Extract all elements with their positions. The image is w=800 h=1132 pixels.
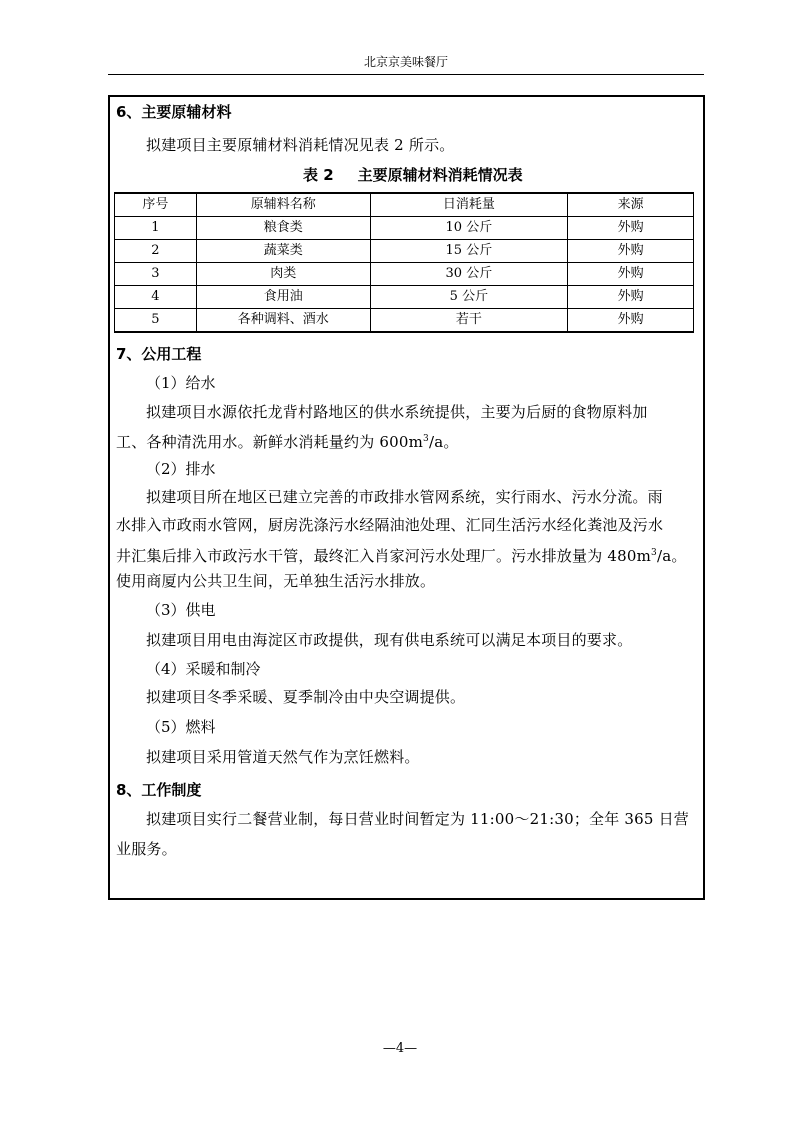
cell-consumption: 10 公斤 [370,217,568,240]
cell-consumption: 若干 [370,309,568,333]
section8-line2: 业服务。 [116,840,177,858]
drainage-line4: 使用商厦内公共卫生间，无单独生活污水排放。 [116,572,436,590]
cell-name: 食用油 [196,286,370,309]
drainage-line3 [116,543,687,566]
cell-name: 肉类 [196,263,370,286]
cell-name: 粮食类 [196,217,370,240]
drainage-line1: 拟建项目所在地区已建立完善的市政排水管网系统，实行雨水、污水分流。雨 [146,488,663,506]
col-header-name: 原辅料名称 [196,193,370,217]
header-rule [108,74,704,75]
section8-line1: 拟建项目实行二餐营业制，每日营业时间暂定为 11:00～21:30；全年 365 日营 [146,810,689,828]
table-row [115,286,694,309]
drainage-line2: 水排入市政雨水管网，厨房洗涤污水经隔油池处理、汇同生活污水经化粪池及污水 [116,516,664,534]
table-header-row [115,193,694,217]
section6-heading: 6、主要原辅材料 [116,103,232,121]
cell-consumption: 5 公斤 [370,286,568,309]
cell-source: 外购 [568,217,694,240]
water-supply-unit-superscript: 3 [423,434,429,444]
fuel-line1: 拟建项目采用管道天然气作为烹饪燃料。 [146,748,420,766]
water-supply-line2-text: 工、各种清洗用水。新鲜水消耗量约为 600m [116,433,424,451]
cell-source: 外购 [568,286,694,309]
cell-source: 外购 [568,309,694,333]
cell-source: 外购 [568,240,694,263]
water-supply-line2 [116,429,459,452]
table-row [115,309,694,333]
table-row [115,263,694,286]
page-number: —4— [382,1041,418,1056]
table-row [115,240,694,263]
hvac-title: （4）采暖和制冷 [146,660,261,678]
hvac-line1: 拟建项目冬季采暖、夏季制冷由中央空调提供。 [146,688,466,706]
water-supply-title: （1）给水 [146,374,216,392]
water-supply-line1: 拟建项目水源依托龙背村路地区的供水系统提供，主要为后厨的食物原料加 [146,403,648,421]
power-line1: 拟建项目用电由海淀区市政提供，现有供电系统可以满足本项目的要求。 [146,631,633,649]
cell-name: 蔬菜类 [196,240,370,263]
power-title: （3）供电 [146,601,216,619]
section6-intro: 拟建项目主要原辅材料消耗情况见表 2 所示。 [146,136,455,154]
cell-index: 1 [115,217,197,240]
cell-name: 各种调料、酒水 [196,309,370,333]
drainage-unit-superscript: 3 [651,548,657,558]
cell-index: 3 [115,263,197,286]
cell-index: 2 [115,240,197,263]
section7-heading: 7、公用工程 [116,345,202,363]
table-title: 主要原辅材料消耗情况表 [357,166,523,184]
cell-index: 4 [115,286,197,309]
section8-heading: 8、工作制度 [116,781,202,799]
cell-index: 5 [115,309,197,333]
drainage-line3-unit: /a。 [656,547,687,565]
col-header-daily-consumption: 日消耗量 [370,193,568,217]
cell-consumption: 30 公斤 [370,263,568,286]
page-header: 北京京美味餐厅 [363,55,448,69]
table-caption [303,165,523,185]
fuel-title: （5）燃料 [146,718,216,736]
drainage-line3-text: 井汇集后排入市政污水干管，最终汇入肖家河污水处理厂。污水排放量为 480m [116,547,652,565]
table-label: 表 2 [303,166,334,184]
table-row [115,217,694,240]
col-header-index: 序号 [115,193,197,217]
drainage-title: （2）排水 [146,460,216,478]
cell-source: 外购 [568,263,694,286]
water-supply-line2-unit: /a。 [428,433,459,451]
col-header-source: 来源 [568,193,694,217]
cell-consumption: 15 公斤 [370,240,568,263]
materials-table [114,192,694,333]
